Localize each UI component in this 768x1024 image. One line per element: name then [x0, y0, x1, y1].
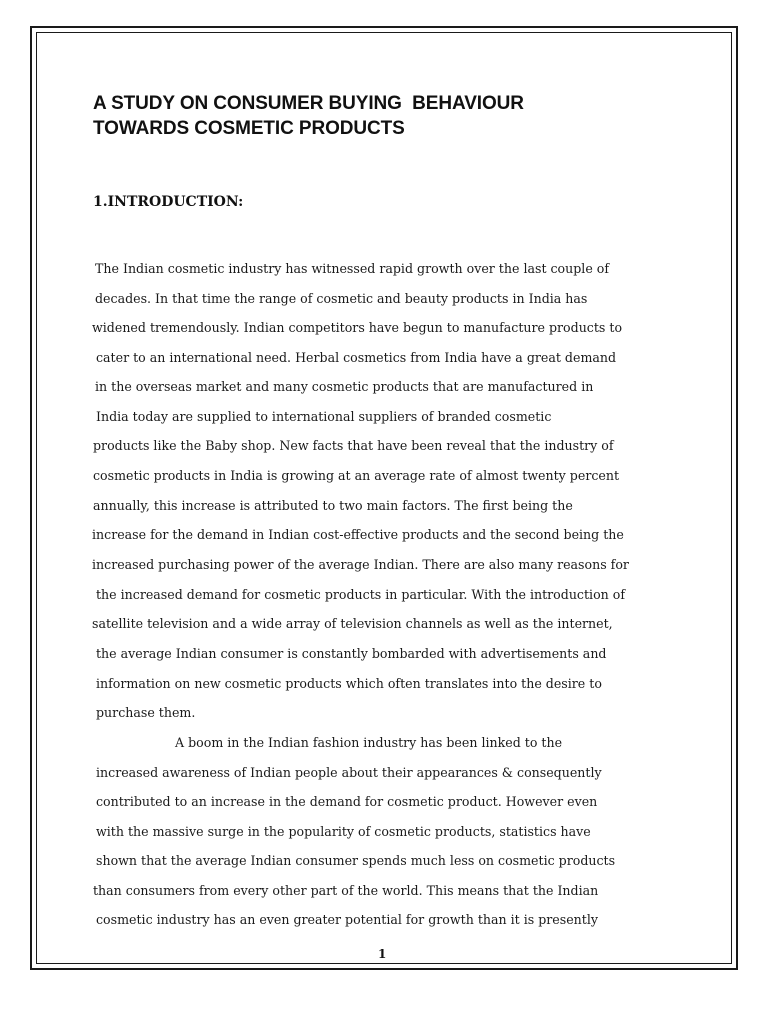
page-number: 1	[378, 947, 387, 961]
text-line-9: annually, this increase is attributed to two main factors. The first being the	[93, 498, 573, 513]
text-line-20: with the massive surge in the popularity of cosmetic products, statistics have	[96, 824, 591, 839]
text-line-17: A boom in the Indian fashion industry has been linked to the	[175, 735, 563, 750]
text-line-14: the average Indian consumer is constantly bombarded with advertisements and	[96, 646, 607, 661]
text-line-10: increase for the demand in Indian cost-effective products and the second being the	[92, 527, 624, 542]
text-line-3: widened tremendously. Indian competitors have begun to manufacture products to	[92, 320, 623, 335]
text-line-5: in the overseas market and many cosmetic products that are manufactured in	[95, 379, 594, 394]
text-line-21: shown that the average Indian consumer spends much less on cosmetic products	[96, 853, 616, 868]
title-line-2: TOWARDS COSMETIC PRODUCTS	[93, 118, 405, 139]
section-heading: 1.INTRODUCTION:	[93, 194, 244, 210]
text-line-19: contributed to an increase in the demand for cosmetic product. However even	[96, 794, 598, 809]
text-line-18: increased awareness of Indian people about their appearances & consequently	[96, 765, 602, 780]
text-line-1: The Indian cosmetic industry has witnessed rapid growth over the last couple of	[95, 261, 610, 276]
text-line-4: cater to an international need. Herbal cosmetics from India have a great demand	[96, 350, 617, 365]
text-line-15: information on new cosmetic products which often translates into the desire to	[96, 676, 602, 691]
title-line-1: A STUDY ON CONSUMER BUYING BEHAVIOUR	[93, 93, 524, 114]
text-line-6: India today are supplied to international suppliers of branded cosmetic	[96, 409, 552, 424]
text-line-12: the increased demand for cosmetic products in particular. With the introduction of	[96, 587, 626, 602]
document-title	[93, 91, 653, 141]
text-line-2: decades. In that time the range of cosmetic and beauty products in India has	[95, 291, 588, 306]
text-line-13: satellite television and a wide array of television channels as well as the internet,	[92, 616, 613, 631]
text-line-23: cosmetic industry has an even greater potential for growth than it is presently	[96, 912, 598, 927]
text-line-11: increased purchasing power of the average Indian. There are also many reasons for	[92, 557, 629, 572]
text-line-7: products like the Baby shop. New facts that have been reveal that the industry of	[93, 438, 614, 453]
text-line-8: cosmetic products in India is growing at an average rate of almost twenty percent	[93, 468, 620, 483]
text-line-16: purchase them.	[96, 705, 196, 720]
text-line-22: than consumers from every other part of the world. This means that the Indian	[93, 883, 599, 898]
